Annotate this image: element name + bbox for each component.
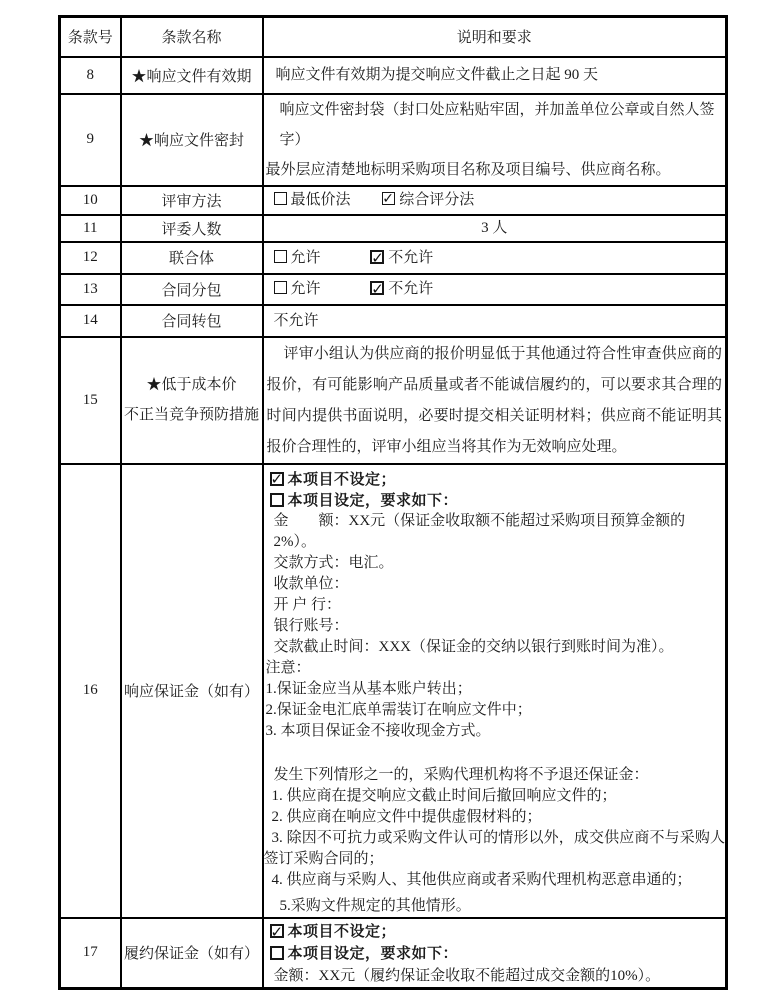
option-allowed xyxy=(274,250,321,266)
option-lowest-price xyxy=(274,192,351,208)
clause-desc-line1: 响应文件密封袋（封口处应粘贴牢固，并加盖单位公章或自然人签字） xyxy=(279,101,715,148)
performance-bond-not-set-line xyxy=(264,921,726,943)
forfeit-item: 3. 除因不可抗力或采购文件认可的情形以外，成交供应商不与采购人签订采购合同的； xyxy=(263,829,725,867)
option-label: 综合评分法 xyxy=(399,192,475,208)
deposit-payment-method-line: 交款方式：电汇。 xyxy=(273,554,394,571)
clause-no: 9 xyxy=(60,94,121,186)
note-item: 1.保证金应当从基本账户转出； xyxy=(265,680,472,697)
forfeit-item: 5.采购文件规定的其他情形。 xyxy=(279,897,471,914)
clause-no: 12 xyxy=(60,242,121,274)
forfeit-item: 1. 供应商在提交响应文截止时间后撤回响应文件的； xyxy=(271,787,617,804)
note-item: 3. 本项目保证金不接收现金方式。 xyxy=(265,722,491,739)
clause-desc: 3 人 xyxy=(481,220,508,236)
consortium-options xyxy=(264,247,726,269)
checkbox-unchecked-icon xyxy=(274,192,287,205)
clause-no: 14 xyxy=(60,305,121,337)
clause-name: ★响应文件有效期 xyxy=(121,57,263,94)
clause-name-line2: 不正当竞争预防措施 xyxy=(123,407,259,423)
clause-no: 8 xyxy=(60,57,121,94)
forfeit-title: 发生下列情形之一的，采购代理机构将不予退还保证金： xyxy=(273,766,649,783)
deposit-account-line: 银行账号： xyxy=(273,617,349,634)
deposit-set-label: 本项目设定，要求如下： xyxy=(287,491,459,509)
clause-row-14 xyxy=(60,305,727,337)
performance-bond-set-label: 本项目设定，要求如下： xyxy=(287,944,459,962)
deposit-bank-line: 开 户 行： xyxy=(273,596,342,613)
option-label: 最低价法 xyxy=(290,192,351,208)
checkbox-checked-icon xyxy=(270,472,284,486)
deposit-deadline-line: 交款截止时间：XXX（保证金的交纳以银行到账时间为准）。 xyxy=(273,638,674,655)
clause-desc: 评审小组认为供应商的报价明显低于其他通过符合性审查供应商的报价，有可能影响产品质量或者不能诚信履约的，可以要求其合理的时间内提供书面说明，必要时提交相关证明材料；供应商不能证明其报价合理性的，评审小组应当将其作为无效响应处理。 xyxy=(266,345,722,455)
clause-row-8 xyxy=(60,57,727,94)
checkbox-unchecked-icon xyxy=(274,250,287,263)
checkbox-unchecked-icon xyxy=(270,493,284,507)
clause-no: 13 xyxy=(60,274,121,305)
clause-name: ★响应文件密封 xyxy=(121,94,263,186)
option-label: 允许 xyxy=(290,249,321,266)
clause-name: 评委人数 xyxy=(121,215,263,242)
checkbox-unchecked-icon xyxy=(270,946,284,960)
checkbox-checked-icon xyxy=(370,281,384,295)
clause-row-16 xyxy=(60,464,727,918)
clause-table xyxy=(58,15,728,990)
clause-row-15 xyxy=(60,337,727,464)
clause-row-10 xyxy=(60,186,727,215)
clause-name-line1: ★低于成本价 xyxy=(146,377,237,393)
clause-no: 10 xyxy=(60,186,121,215)
clause-row-13 xyxy=(60,274,727,305)
clause-desc: 响应文件有效期为提交响应文件截止之日起 90 天 xyxy=(275,67,599,83)
forfeit-item: 2. 供应商在响应文件中提供虚假材料的； xyxy=(271,808,542,825)
header-clause-no: 条款号 xyxy=(60,17,121,57)
evaluation-method-options xyxy=(264,189,726,211)
header-clause-name: 条款名称 xyxy=(121,17,263,57)
deposit-payee-line: 收款单位： xyxy=(273,575,349,592)
clause-no: 15 xyxy=(60,337,121,464)
option-label: 不允许 xyxy=(388,249,434,266)
clause-no: 16 xyxy=(60,464,121,918)
option-label: 不允许 xyxy=(388,281,434,297)
forfeit-item: 4. 供应商与采购人、其他供应商或者采购代理机构恶意串通的； xyxy=(271,871,692,888)
clause-name: 合同转包 xyxy=(121,305,263,337)
checkbox-unchecked-icon xyxy=(274,281,287,294)
clause-name: 履约保证金（如有） xyxy=(121,918,263,989)
deposit-not-set-label: 本项目不设定； xyxy=(287,470,397,488)
clause-name xyxy=(121,337,263,464)
clause-row-17 xyxy=(60,918,727,989)
clause-name: 联合体 xyxy=(121,242,263,274)
header-description: 说明和要求 xyxy=(263,17,727,57)
notes-title: 注意： xyxy=(265,659,311,676)
option-label: 允许 xyxy=(290,281,321,297)
deposit-set-line xyxy=(264,490,726,511)
performance-bond-amount-line: 金额：XX元（履约保证金收取不能超过成交金额的10%）。 xyxy=(273,967,661,984)
clause-no: 11 xyxy=(60,215,121,242)
subcontract-options xyxy=(264,278,726,300)
clause-row-11 xyxy=(60,215,727,242)
option-not-allowed xyxy=(370,281,433,297)
clause-no: 17 xyxy=(60,918,121,989)
deposit-amount-line: 金 额：XX元（保证金收取额不能超过采购项目预算金额的2%）。 xyxy=(273,512,686,550)
clause-desc-line2: 最外层应清楚地标明采购项目名称及项目编号、供应商名称。 xyxy=(265,161,671,178)
option-comprehensive-scoring xyxy=(382,192,474,208)
checkbox-checked-icon xyxy=(382,192,395,205)
clause-name: 评审方法 xyxy=(121,186,263,215)
performance-bond-not-set-label: 本项目不设定； xyxy=(287,922,397,940)
note-item: 2.保证金电汇底单需装订在响应文件中； xyxy=(265,701,532,718)
checkbox-checked-icon xyxy=(270,924,284,938)
clause-desc: 不允许 xyxy=(273,312,319,329)
option-not-allowed xyxy=(370,250,433,266)
checkbox-checked-icon xyxy=(370,250,384,264)
deposit-not-set-line xyxy=(264,469,726,490)
clause-row-9 xyxy=(60,94,727,186)
header-row xyxy=(60,17,727,57)
option-allowed xyxy=(274,281,321,297)
clause-name: 合同分包 xyxy=(121,274,263,305)
clause-name: 响应保证金（如有） xyxy=(121,464,263,918)
performance-bond-set-line xyxy=(264,943,726,965)
clause-row-12 xyxy=(60,242,727,274)
